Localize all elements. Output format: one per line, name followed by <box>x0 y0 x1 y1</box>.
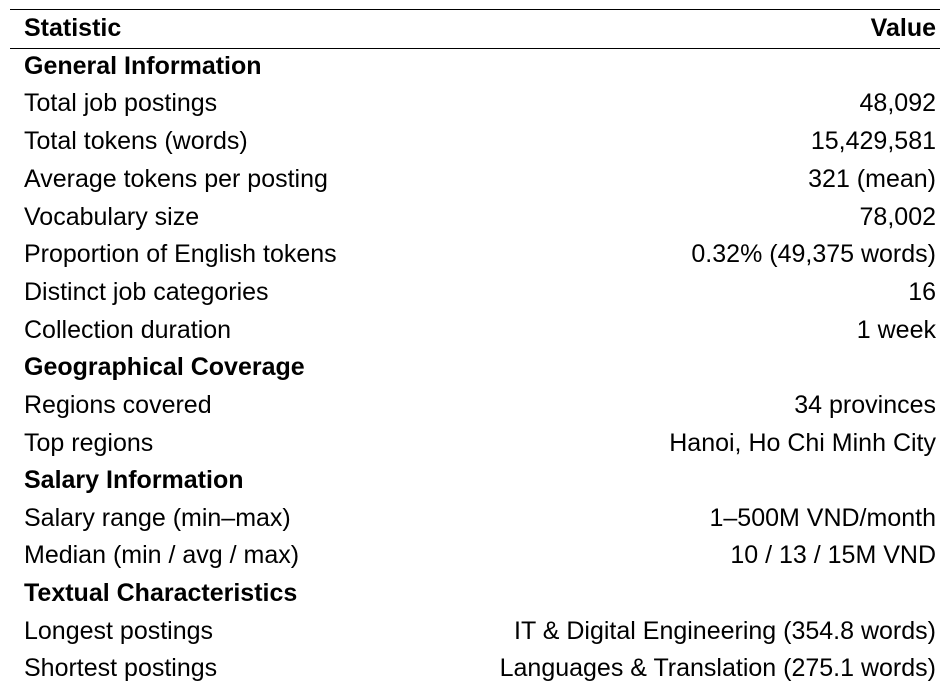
row-value: 48,092 <box>859 89 936 117</box>
row-label: Longest postings <box>24 617 214 645</box>
section-title: Salary Information <box>24 466 244 494</box>
section-title: Geographical Coverage <box>24 353 305 381</box>
section-heading-textual <box>10 575 940 612</box>
row-label: Regions covered <box>24 391 212 419</box>
table-row <box>10 236 940 273</box>
row-value: IT & Digital Engineering (354.8 words) <box>514 617 936 645</box>
table-row <box>10 650 940 687</box>
row-value: 10 / 13 / 15M VND <box>730 541 936 569</box>
section-title: Textual Characteristics <box>24 579 298 607</box>
table-row <box>10 199 940 236</box>
table-row <box>10 425 940 462</box>
table-row <box>10 613 940 650</box>
row-value: Languages & Translation (275.1 words) <box>499 654 936 682</box>
row-label: Proportion of English tokens <box>24 240 337 268</box>
row-value: 1–500M VND/month <box>709 504 936 532</box>
header-value: Value <box>870 14 936 42</box>
header-statistic: Statistic <box>24 14 122 42</box>
row-label: Collection duration <box>24 316 232 344</box>
row-label: Shortest postings <box>24 654 218 682</box>
table-row <box>10 500 940 537</box>
table-row <box>10 387 940 424</box>
table-row <box>10 537 940 574</box>
row-value: 0.32% (49,375 words) <box>691 240 936 268</box>
row-label: Top regions <box>24 429 154 457</box>
section-heading-geographical <box>10 349 940 386</box>
section-title: General Information <box>24 52 262 80</box>
section-heading-general <box>10 48 940 85</box>
row-label: Average tokens per posting <box>24 165 328 193</box>
row-value: 321 (mean) <box>808 165 936 193</box>
row-value: 34 provinces <box>794 391 936 419</box>
header-row <box>10 10 940 47</box>
row-value: 16 <box>908 278 936 306</box>
row-label: Total tokens (words) <box>24 127 248 155</box>
row-value: 1 week <box>856 316 936 344</box>
row-label: Vocabulary size <box>24 203 200 231</box>
row-value: 78,002 <box>859 203 936 231</box>
table-row <box>10 123 940 160</box>
row-label: Salary range (min–max) <box>24 504 291 532</box>
row-value: 15,429,581 <box>810 127 936 155</box>
row-label: Distinct job categories <box>24 278 269 306</box>
row-label: Median (min / avg / max) <box>24 541 300 569</box>
table-row <box>10 312 940 349</box>
table-row <box>10 161 940 198</box>
table-row <box>10 274 940 311</box>
section-heading-salary <box>10 462 940 499</box>
table-row <box>10 85 940 122</box>
row-label: Total job postings <box>24 89 218 117</box>
row-value: Hanoi, Ho Chi Minh City <box>669 429 936 457</box>
